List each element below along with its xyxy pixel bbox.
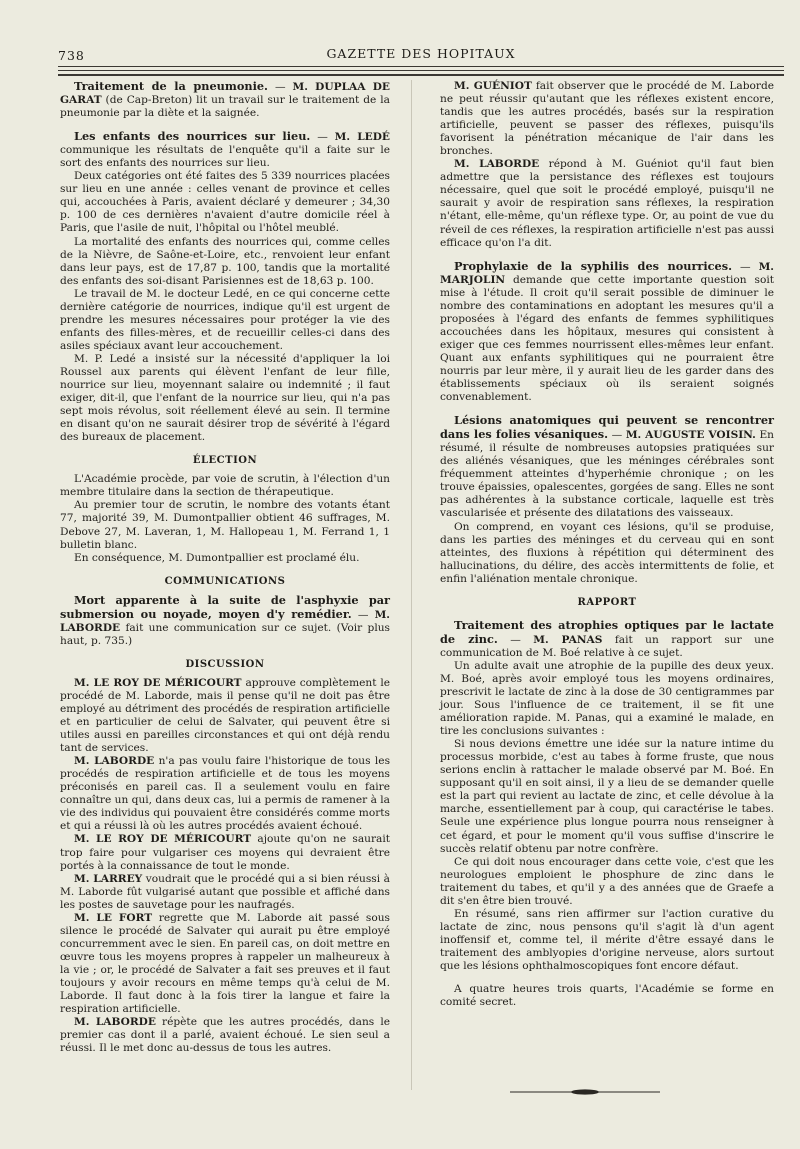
paragraph: Le travail de M. le docteur Ledé, en ce qui concerne cette dernière catégorie de nourrices, indique qu'il est urgent de prendre les mesures nécessaires pour protéger la vie des enfants des filles-mères, et de recueillir celles-ci dans des asiles spéciaux avant leur accouchement. — [60, 287, 390, 352]
paragraph: Lésions anatomiques qui peuvent se rencontrer dans les folies vésaniques. — M. AUGUSTE VOISIN. En résumé, il résulte de nombreuses autopsies pratiquées sur des aliénés vésaniques, que les méninges cérébrales sont fréquemment atteintes d'hyperhémie chronique ; on les trouve épaissies, opalescentes, gorgées de sang. Elles ne sont pas adhérentes à la substance corticale, laquelle est très vascularisée et présente des dilatations des vaisseaux. — [440, 413, 774, 520]
paragraph: M. LARREY voudrait que le procédé qui a si bien réussi à M. Laborde fût vulgarisé autant que possible et affiché dans les postes de sauvetage pour les naufragés. — [60, 872, 390, 911]
section-heading-discussion: DISCUSSION — [185, 658, 265, 670]
paragraph: Au premier tour de scrutin, le nombre des votants étant 77, majorité 39, M. Dumontpallier obtient 46 suffrages, M. Debove 27, M. Laveran, 1, M. Hallopeau 1, M. Ferrand 1, 1 bulletin blanc. — [60, 499, 390, 551]
paragraph: En résumé, sans rien affirmer sur l'action curative du lactate de zinc, nous pensons qu'il s'agit là d'un agent inoffensif et, comme tel, il mérite d'être essayé dans le traitement des amblyopies d'origine nerveuse, alors surtout que les lésions ophthalmoscopiques font encore défaut. — [440, 907, 774, 972]
paragraph: A quatre heures trois quarts, l'Académie se forme en comité secret. — [440, 983, 774, 1009]
section-heading-election: ÉLECTION — [192, 455, 258, 467]
paragraph: M. LABORDE répond à M. Guéniot qu'il faut bien admettre que la persistance des réflexes est toujours nécessaire, quel que soit le procédé employé, puisqu'il ne saurait y avoir de respiration sans réflexes, la respiration n'étant, elle-même, qu'un réflexe type. Or, au point de vue du réveil de ces réflexes, la respiration artificielle n'est pas aussi efficace qu'on l'a dit. — [440, 158, 774, 249]
paragraph: M. P. Ledé a insisté sur la nécessité d'appliquer la loi Roussel aux parents qui élèvent l'enfant de leur fille, nourrice sur lieu, moyennant salaire ou indemnité ; il faut exiger, dit-il, que l'enfant de la nourrice sur lieu, qui n'a pas sept mois révolus, soit réellement élevé au sein. Il termine en disant qu'on ne saurait désirer trop de sévérité à l'égard des bureaux de placement. — [60, 352, 390, 444]
header-rule — [58, 70, 784, 71]
paragraph: Ce qui doit nous encourager dans cette voie, c'est que les neurologues emploient le phosphure de zinc dans le traitement du tabes, et qu'il y a des années que de Graefe a dit s'en être bien trouvé. — [440, 855, 774, 907]
right-column — [440, 80, 774, 1009]
paragraph: Prophylaxie de la syphilis des nourrices. — M. MARJOLIN demande que cette importante question soit mise à l'étude. Il croit qu'il serait possible de diminuer le nombre des contaminations en adoptant les mesures qu'il a proposées à l'égard des enfants de femmes syphilitiques accouchées dans les hôpitaux, mesures qui consistent à exiger que ces femmes nourrissent elles-mêmes leur enfant. Quant aux enfants syphilitiques qui ne pourraient être nourris par leur mère, il y aurait lieu de les garder dans des établissements spéciaux où ils seraient soignés convenablement. — [440, 258, 774, 404]
paragraph: M. LABORDE n'a pas voulu faire l'historique de tous les procédés de respiration artificielle et de tous les moyens préconisés en pareil cas. Il a seulement voulu en faire connaître un qui, dans deux cas, lui a permis de ramener à la vie des individus qui pouvaient être considérés comme morts et qui a réussi là où les autres procédés avaient échoué. — [60, 755, 391, 833]
paragraph: On comprend, en voyant ces lésions, qu'il se produise, dans les parties des méninges et du cerveau qui en sont atteintes, des fluxions à répétition qui déterminent des hallucinations, du délire, des accès intermittents de folie, et enfin l'aliénation mentale chronique. — [440, 520, 774, 585]
page-header — [58, 44, 784, 64]
paragraph: M. GUÉNIOT fait observer que le procédé de M. Laborde ne peut réussir qu'autant que les réflexes existent encore, tandis que les autres procédés, basés sur la respiration artificielle, peuvent se passer des réflexes, puisqu'ils favorisent la pénétration mécanique de l'air dans les bronches. — [440, 80, 774, 158]
paragraph: Deux catégories ont été faites des 5 339 nourrices placées sur lieu en une année : celles venant de province et celles qui, accouchées à Paris, avaient déclaré y demeurer ; 34,30 p. 100 de ces dernières n'avaient d'autre domicile réel à Paris, que l'asile de nuit, l'hôpital ou l'hôtel meublé. — [60, 170, 390, 235]
paragraph: Si nous devions émettre une idée sur la nature intime du processus morbide, c'est au tabes à forme fruste, que nous serions enclin à rattacher le malade observé par M. Boé. En supposant qu'il en soit ainsi, il y a lieu de se demander quelle est la part qui revient au lactate de zinc, et celle dévolue à la marche, essentiellement par à coup, qui caractérise le tabes. Seule une expérience plus longue pourra nous renseigner à cet égard, et pour le moment qu'il vous suffise d'inscrire le succès relatif obtenu par notre confrère. — [440, 738, 774, 855]
running-title: GAZETTE DES HOPITAUX — [326, 46, 516, 61]
paragraph: La mortalité des enfants des nourrices qui, comme celles de la Nièvre, de Saône-et-Loire, etc., renvoient leur enfant dans leur pays, est de 17,87 p. 100, tandis que la mortalité des enfants des soi-disant Parisiennes est de 18,63 p. 100. — [60, 235, 390, 287]
page-number: 738 — [58, 48, 85, 63]
paragraph: M. LE ROY DE MÉRICOURT approuve complètement le procédé de M. Laborde, mais il pense qu'il ne doit pas être employé au détriment des procédés de respiration artificielle et en particulier de celui de Salvater, qui peuvent être si utiles aussi en pareilles circonstances et qui ont déjà rendu tant de services. — [60, 676, 390, 755]
column-divider — [411, 80, 412, 1090]
paragraph: M. LE FORT regrette que M. Laborde ait passé sous silence le procédé de Salvater qui aurait pu être employé concurremment avec le sien. En pareil cas, on doit mettre en œuvre tous les moyens propres à rappeler un malheureux à la vie ; or, le procédé de Salvater a fait ses preuves et il faut toujours y avoir recours en même temps qu'à celui de M. Laborde. Il faut donc à la fois tirer la langue et faire la respiration artificielle. — [60, 911, 390, 1016]
section-heading-communications: COMMUNICATIONS — [164, 575, 286, 587]
paragraph: Traitement de la pneumonie. — M. DUPLAA DE GARAT (de Cap-Breton) lit un travail sur le traitement de la pneumonie par la diète et la saignée. — [60, 79, 390, 120]
paragraph: M. LE ROY DE MÉRICOURT ajoute qu'on ne saurait trop faire pour vulgariser ces moyens qui devraient être portés à la connaissance de tout le monde. — [60, 833, 390, 872]
section-heading-rapport: RAPPORT — [577, 596, 637, 608]
header-rule — [58, 74, 784, 76]
paragraph: Un adulte avait une atrophie de la pupille des deux yeux. M. Boé, après avoir employé tous les moyens ordinaires, prescrivit le lactate de zinc à la dose de 30 centigrammes par jour. Sous l'influence de ce traitement, il se fit une amélioration rapide. M. Panas, qui a examiné le malade, en tire les conclusions suivantes : — [440, 659, 774, 738]
paragraph: Traitement des atrophies optiques par le lactate de zinc. — M. PANAS fait un rapport sur une communication de M. Boé relative à ce sujet. — [440, 617, 774, 659]
header-rule — [58, 66, 784, 67]
paragraph: Les enfants des nourrices sur lieu. — M. LEDÉ communique les résultats de l'enquête qu'il a faite sur le sort des enfants des nourrices sur lieu. — [60, 129, 390, 170]
paragraph: En conséquence, M. Dumontpallier est proclamé élu. — [74, 551, 360, 564]
paragraph: L'Académie procède, par voie de scrutin, à l'élection d'un membre titulaire dans la section de thérapeutique. — [60, 473, 390, 499]
left-column — [60, 80, 390, 1055]
paragraph: M. LABORDE répète que les autres procédés, dans le premier cas dont il a parlé, avaient échoué. Le sien seul a réussi. Il le met donc au-dessus de tous les autres. — [60, 1016, 390, 1055]
paragraph: Mort apparente à la suite de l'asphyxie par submersion ou noyade, moyen d'y remédier. — M. LABORDE fait une communication sur ce sujet. (Voir plus haut, p. 735.) — [60, 592, 390, 647]
end-ornament — [510, 1088, 660, 1096]
